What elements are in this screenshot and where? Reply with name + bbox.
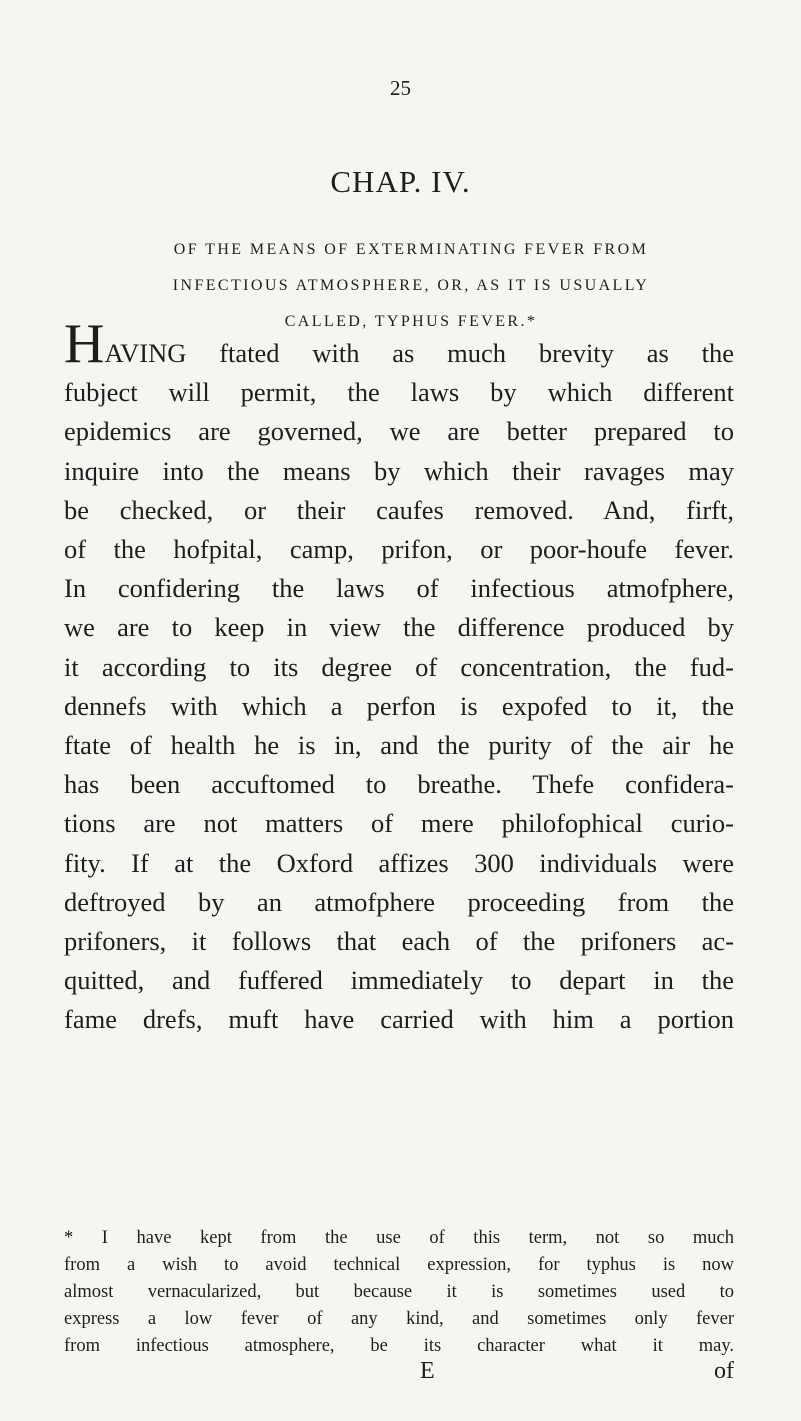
body-line: ftate of health he is in, and the purity of the air he bbox=[64, 730, 734, 761]
body-line-text: AVING ftated with as much brevity as the bbox=[104, 338, 734, 368]
signature-mark: E bbox=[420, 1358, 435, 1384]
body-line: In confidering the laws of infectious atmofphere, bbox=[64, 573, 734, 604]
body-line: deftroyed by an atmofphere proceeding from the bbox=[64, 886, 734, 917]
body-line: fame drefs, muft have carried with him a portion bbox=[64, 1004, 734, 1035]
footnote-line: from a wish to avoid technical expression, for typhus is now bbox=[64, 1255, 734, 1275]
body-line: dennefs with which a perfon is expofed to it, the bbox=[64, 690, 734, 721]
footnote bbox=[64, 1225, 734, 1360]
subtitle-line: INFECTIOUS ATMOSPHERE, OR, AS IT IS USUALLY bbox=[172, 277, 650, 294]
chapter-subtitle bbox=[96, 232, 726, 340]
body-line: tions are not matters of mere philofophical curio- bbox=[64, 808, 734, 839]
body-line: inquire into the means by which their ravages may bbox=[64, 455, 734, 486]
body-line: it according to its degree of concentration, the fud- bbox=[64, 651, 734, 682]
body-line: of the hofpital, camp, prifon, or poor-houfe fever. bbox=[64, 534, 734, 565]
footnote-line: almost vernacularized, but because it is sometimes used to bbox=[64, 1282, 734, 1302]
body-line: fubject will permit, the laws by which different bbox=[64, 377, 734, 408]
subtitle-line: CALLED, TYPHUS FEVER.* bbox=[284, 313, 538, 330]
chapter-title: CHAP. IV. bbox=[330, 164, 471, 199]
catchword: of bbox=[714, 1358, 734, 1384]
body-line: fity. If at the Oxford affizes 300 individuals were bbox=[64, 847, 734, 878]
footnote-line: * I have kept from the use of this term, not so much bbox=[64, 1228, 734, 1248]
subtitle-line: OF THE MEANS OF EXTERMINATING FEVER FROM bbox=[173, 241, 649, 258]
body-line: we are to keep in view the difference produced by bbox=[64, 612, 734, 643]
footnote-line: express a low fever of any kind, and sometimes only fever bbox=[64, 1309, 734, 1329]
dropcap: H bbox=[64, 313, 105, 375]
page-number: 25 bbox=[390, 76, 411, 100]
body-line: quitted, and fuffered immediately to depart in the bbox=[64, 965, 734, 996]
body-line: epidemics are governed, we are better prepared to bbox=[64, 416, 734, 447]
footnote-line: from infectious atmosphere, be its character what it may. bbox=[64, 1336, 734, 1356]
body-line: prifoners, it follows that each of the prifoners ac- bbox=[64, 926, 734, 957]
body-line: has been accuftomed to breathe. Thefe confidera- bbox=[64, 769, 734, 800]
body-line: be checked, or their caufes removed. And, firft, bbox=[64, 494, 734, 525]
